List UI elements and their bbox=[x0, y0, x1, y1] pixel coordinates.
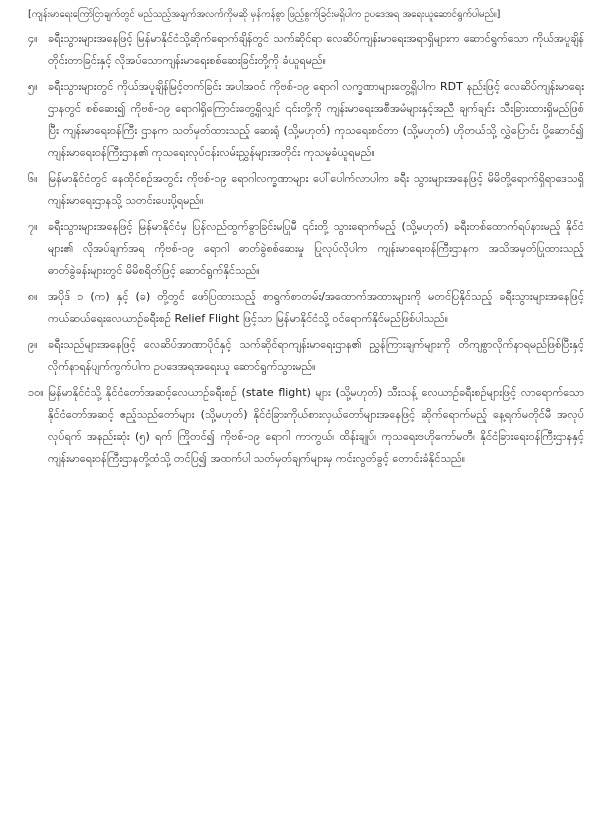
paragraph-8 bbox=[14, 286, 584, 330]
paragraph-number: ၈။ bbox=[28, 290, 38, 303]
paragraph-text: အပိုဒ် ၁ (က) နှင့် (ခ) တို့တွင် ဖော်ပြထားသည့် စာရွက်စာတမ်း/အထောက်အထားများကို မတင်ပြနိုင်သည့် ခရီးသွားများအနေဖြင့် ကယ်ဆယ်ရေးလေယာဉ်ခရီးစဉ် Relief Flight ဖြင့်သာ မြန်မာနိုင်ငံသို့ ဝင်ရောက်နိုင်မည်ဖြစ်ပါသည်။ bbox=[48, 290, 584, 325]
paragraph-6 bbox=[14, 168, 584, 212]
paragraph-text: မြန်မာနိုင်ငံတွင် နေထိုင်စဉ်အတွင်း ကိုဗစ်-၁၉ ရောဂါလက္ခဏာများ ပေါ်ပေါက်လာပါက ခရီး သွားများအနေဖြင့် မိမိတို့ရောက်ရှိရာဒေသရှိ ကျန်းမာရေးဌာနသို့ သတင်းပေးပို့ရမည်။ bbox=[48, 172, 584, 207]
paragraph-7 bbox=[14, 216, 584, 282]
paragraph-9 bbox=[14, 334, 584, 378]
intro-note: [ကျန်းမာရေးကြော်ငြာချက်တွင် မည်သည့်အချက်အလက်ကိုမဆို မှန်ကန်စွာ ဖြည့်စွက်ခြင်းမရှိပါက ဥပဒေအရ အရေးယူဆောင်ရွက်ပါမည်။] bbox=[28, 9, 501, 20]
paragraph-text: ခရီးသွားများအနေဖြင့် မြန်မာနိုင်ငံမှ ပြန်လည်ထွက်ခွာခြင်းမပြုမီ ၎င်းတို့ သွားရောက်မည့် (သို့မဟုတ်) ခရီးတစ်ထောက်ရပ်နားမည့် နိုင်ငံများ၏ လိုအပ်ချက်အရ ကိုဗစ်-၁၉ ရောဂါ ဓာတ်ခွဲစစ်ဆေးမှု ပြုလုပ်လိုပါက ကျန်းမာရေးဝန်ကြီးဌာနက အသိအမှတ်ပြုထားသည့် ဓာတ်ခွဲခန်းများတွင် မိမိစရိတ်ဖြင့် ဆောင်ရွက်နိုင်သည်။ bbox=[48, 220, 584, 277]
paragraph-number: ၇။ bbox=[28, 220, 38, 233]
paragraph-text: ခရီးသွားများအနေဖြင့် မြန်မာနိုင်ငံသို့ဆိုက်ရောက်ချိန်တွင် သက်ဆိုင်ရာ လေဆိပ်ကျန်းမာရေးအရာရှိများက ဆောင်ရွက်သော ကိုယ်အပူချိန်တိုင်းတာခြင်းနှင့် လိုအပ်သောကျန်းမာရေးစစ်ဆေးခြင်းတို့ကို ခံယူရမည်။ bbox=[48, 32, 584, 67]
paragraph-number: ၁၀။ bbox=[28, 386, 44, 399]
paragraph-10 bbox=[14, 382, 584, 470]
paragraph-number: ၄။ bbox=[28, 32, 38, 45]
paragraph-4 bbox=[14, 28, 584, 72]
paragraph-text: မြန်မာနိုင်ငံသို့ နိုင်ငံတော်အဆင့်လေယာဉ်ခရီးစဉ် (state flight) များ (သို့မဟုတ်) သီးသန့် လေယာဉ်ခရီးစဉ်များဖြင့် လာရောက်သော နိုင်ငံတော်အဆင့် ဧည့်သည်တော်များ (သို့မဟုတ်) နိုင်ငံခြားကိုယ်စားလှယ်တော်များအနေဖြင့် ဆိုက်ရောက်မည့် နေ့ရက်မတိုင်မီ အလုပ်လုပ်ရက် အနည်းဆုံး (၅) ရက် ကြိုတင်၍ ကိုဗစ်-၁၉ ရောဂါ ကာကွယ်၊ ထိန်းချုပ်၊ ကုသရေးဗဟိုကော်မတီ၊ နိုင်ငံခြားရေးဝန်ကြီးဌာနနှင့် ကျန်းမာရေးဝန်ကြီးဌာနတို့ထံသို့ တင်ပြ၍ အထက်ပါ သတ်မှတ်ချက်များမှ ကင်းလွတ်ခွင့် တောင်းခံနိုင်သည်။ bbox=[48, 386, 584, 465]
paragraph-number: ၆။ bbox=[28, 172, 38, 185]
paragraph-number: ၉။ bbox=[28, 338, 38, 351]
paragraph-text: ခရီးသွားများတွင် ကိုယ်အပူချိန်မြင့်တက်ခြင်း အပါအဝင် ကိုဗစ်-၁၉ ရောဂါ လက္ခဏာများတွေ့ရှိပါက RDT နည်းဖြင့် လေဆိပ်ကျန်းမာရေးဌာနတွင် စစ်ဆေး၍ ကိုဗစ်-၁၉ ရောဂါရှိကြောင်းတွေ့ရှိလျှင် ၎င်းတို့ကို ကျန်းမာရေးအစီအမံများနှင့်အညီ ချက်ချင်း သီးခြားထားရှိမည်ဖြစ်ပြီး ကျန်းမာရေးဝန်ကြီး ဌာနက သတ်မှတ်ထားသည့် ဆေးရုံ (သို့မဟုတ်) ကုသရေးစင်တာ (သို့မဟုတ်) ဟိုတယ်သို့ လွှဲပြောင်း ပို့ဆောင်၍ ကျန်းမာရေးဝန်ကြီးဌာန၏ ကုသရေးလုပ်ငန်းလမ်းညွှန်များအတိုင်း ကုသမှုခံယူရမည်။ bbox=[48, 80, 584, 159]
paragraph-text: ခရီးသည်များအနေဖြင့် လေဆိပ်အာဏာပိုင်နှင့် သက်ဆိုင်ရာကျန်းမာရေးဌာန၏ ညွှန်ကြားချက်များကို တိကျစွာလိုက်နာရမည်ဖြစ်ပြီးနှင့် လိုက်နာရန်ပျက်ကွက်ပါက ဥပဒေအရအရေးယူ ဆောင်ရွက်သွားမည်။ bbox=[48, 338, 584, 373]
paragraph-5 bbox=[14, 76, 584, 164]
paragraph-number: ၅။ bbox=[28, 80, 38, 93]
